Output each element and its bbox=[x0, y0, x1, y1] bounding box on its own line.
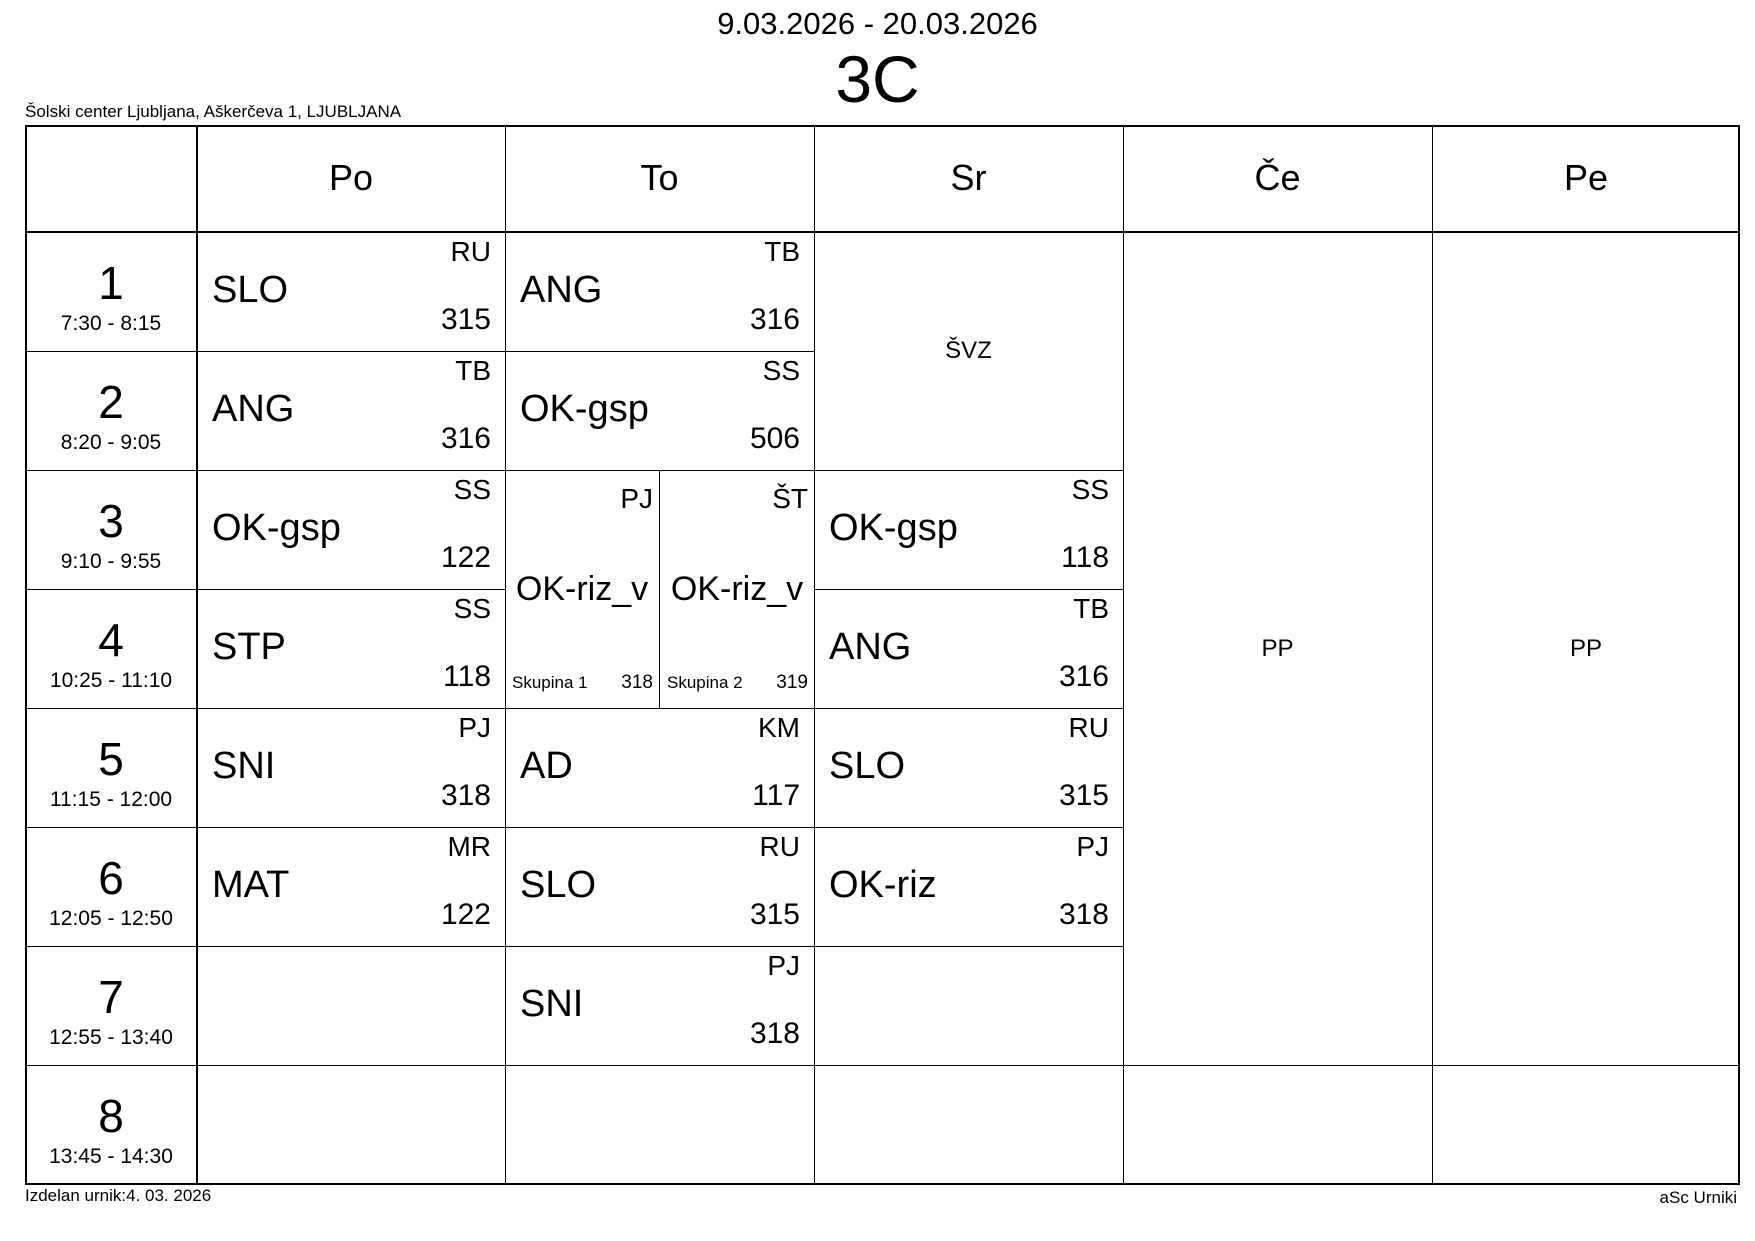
lesson-room: 118 bbox=[443, 660, 491, 693]
lesson-teacher: TB bbox=[455, 355, 491, 386]
date-range: 9.03.2026 - 20.03.2026 bbox=[717, 6, 1038, 41]
lesson-room: 318 bbox=[621, 672, 653, 693]
lesson-room: 315 bbox=[749, 898, 800, 931]
lesson-subject: OK-riz bbox=[829, 864, 937, 906]
period-number: 4 bbox=[98, 614, 124, 666]
lesson-po-4[interactable] bbox=[197, 589, 505, 708]
period-number: 2 bbox=[98, 376, 124, 428]
period-number: 6 bbox=[98, 852, 124, 904]
period-8 bbox=[25, 1065, 197, 1184]
brand-label: aSc Urniki bbox=[1659, 1188, 1737, 1207]
lesson-teacher: RU bbox=[450, 236, 491, 267]
lesson-to-1[interactable] bbox=[505, 232, 814, 351]
lesson-to-group-1[interactable] bbox=[505, 470, 659, 708]
lesson-room: 118 bbox=[1061, 541, 1109, 574]
lesson-to-2[interactable] bbox=[505, 351, 814, 470]
period-time: 7:30 - 8:15 bbox=[60, 312, 162, 335]
lesson-subject: ANG bbox=[829, 626, 912, 668]
period-6 bbox=[25, 827, 197, 946]
lesson-teacher: PJ bbox=[458, 712, 491, 743]
school-name: Šolski center Ljubljana, Aškerčeva 1, LJUBLJANA bbox=[25, 102, 402, 121]
period-5 bbox=[25, 708, 197, 827]
lesson-to-6[interactable] bbox=[505, 827, 814, 946]
period-time: 13:45 - 14:30 bbox=[49, 1145, 173, 1168]
lesson-sr-4[interactable] bbox=[814, 589, 1123, 708]
lesson-teacher: ŠT bbox=[772, 483, 808, 514]
created-date: Izdelan urnik:4. 03. 2026 bbox=[25, 1186, 212, 1205]
period-7 bbox=[25, 946, 197, 1065]
lesson-ce-pp[interactable]: PP bbox=[1261, 634, 1294, 662]
period-time: 11:15 - 12:00 bbox=[49, 788, 173, 811]
period-time: 9:10 - 9:55 bbox=[60, 550, 162, 573]
period-4 bbox=[25, 589, 197, 708]
lesson-sr-svz[interactable]: ŠVZ bbox=[945, 337, 992, 364]
lesson-teacher: PJ bbox=[767, 950, 800, 981]
lesson-group: Skupina 1 bbox=[512, 673, 588, 692]
lesson-po-1[interactable] bbox=[197, 232, 505, 351]
period-3 bbox=[25, 470, 197, 589]
period-number: 5 bbox=[98, 733, 124, 785]
lesson-to-group-2[interactable] bbox=[660, 470, 814, 708]
lesson-to-5[interactable] bbox=[505, 708, 814, 827]
period-number: 7 bbox=[98, 971, 124, 1023]
lesson-room: 315 bbox=[1058, 779, 1109, 812]
period-time: 8:20 - 9:05 bbox=[60, 431, 162, 454]
lesson-room: 318 bbox=[1058, 898, 1109, 931]
timetable-grid bbox=[25, 125, 1740, 1185]
lesson-pe-pp[interactable]: PP bbox=[1569, 634, 1602, 662]
lesson-subject: OK-gsp bbox=[212, 507, 341, 549]
lesson-subject: SLO bbox=[212, 269, 289, 311]
lesson-subject: ANG bbox=[520, 269, 603, 311]
lesson-subject: SLO bbox=[829, 745, 906, 787]
lesson-subject: ANG bbox=[212, 388, 295, 430]
period-number: 8 bbox=[98, 1090, 124, 1142]
day-header-to: To bbox=[640, 157, 679, 198]
lesson-teacher: TB bbox=[764, 236, 800, 267]
lesson-room: 122 bbox=[440, 898, 491, 931]
period-2 bbox=[25, 351, 197, 470]
lesson-subject: OK-riz_v bbox=[670, 570, 804, 608]
lesson-subject: OK-riz_v bbox=[515, 570, 649, 608]
lesson-teacher: PJ bbox=[1076, 831, 1109, 862]
class-title: 3C bbox=[835, 42, 920, 116]
lesson-subject: OK-gsp bbox=[520, 388, 649, 430]
lesson-room: 316 bbox=[440, 422, 491, 455]
lesson-room: 506 bbox=[749, 422, 800, 455]
lesson-subject: SNI bbox=[212, 745, 276, 787]
lesson-room: 122 bbox=[440, 541, 491, 574]
lesson-teacher: SS bbox=[453, 593, 491, 624]
lesson-teacher: PJ bbox=[620, 483, 653, 514]
lesson-subject: SLO bbox=[520, 864, 597, 906]
lesson-to-7[interactable] bbox=[505, 946, 814, 1065]
period-number: 3 bbox=[98, 495, 124, 547]
lesson-subject: SNI bbox=[520, 983, 584, 1025]
lesson-teacher: RU bbox=[759, 831, 800, 862]
lesson-room: 117 bbox=[752, 779, 800, 812]
lesson-subject: OK-gsp bbox=[829, 507, 958, 549]
period-number: 1 bbox=[98, 257, 124, 309]
period-1 bbox=[25, 232, 197, 351]
lesson-room: 318 bbox=[440, 779, 491, 812]
lesson-room: 315 bbox=[440, 303, 491, 336]
day-header-pe: Pe bbox=[1563, 157, 1609, 198]
lesson-po-2[interactable] bbox=[197, 351, 505, 470]
lesson-po-3[interactable] bbox=[197, 470, 505, 589]
lesson-teacher: RU bbox=[1068, 712, 1109, 743]
day-header-sr: Sr bbox=[950, 157, 987, 198]
lesson-teacher: MR bbox=[447, 831, 491, 862]
lesson-teacher: SS bbox=[1071, 474, 1109, 505]
lesson-sr-6[interactable] bbox=[814, 827, 1123, 946]
lesson-room: 316 bbox=[1058, 660, 1109, 693]
day-header-po: Po bbox=[328, 157, 374, 198]
lesson-room: 316 bbox=[749, 303, 800, 336]
lesson-subject: STP bbox=[212, 626, 286, 668]
lesson-room: 318 bbox=[749, 1017, 800, 1050]
lesson-teacher: SS bbox=[762, 355, 800, 386]
period-time: 12:05 - 12:50 bbox=[49, 907, 173, 930]
lesson-group: Skupina 2 bbox=[667, 673, 743, 692]
day-header-ce: Če bbox=[1254, 157, 1301, 198]
lesson-po-5[interactable] bbox=[197, 708, 505, 827]
lesson-teacher: SS bbox=[453, 474, 491, 505]
lesson-teacher: KM bbox=[758, 712, 800, 743]
period-time: 10:25 - 11:10 bbox=[49, 669, 173, 692]
lesson-po-6[interactable] bbox=[197, 827, 505, 946]
lesson-subject: MAT bbox=[212, 864, 290, 906]
period-time: 12:55 - 13:40 bbox=[49, 1026, 173, 1049]
lesson-room: 319 bbox=[776, 672, 808, 693]
lesson-teacher: TB bbox=[1073, 593, 1109, 624]
lesson-sr-5[interactable] bbox=[814, 708, 1123, 827]
lesson-subject: AD bbox=[520, 745, 573, 787]
lesson-sr-3[interactable] bbox=[814, 470, 1123, 589]
